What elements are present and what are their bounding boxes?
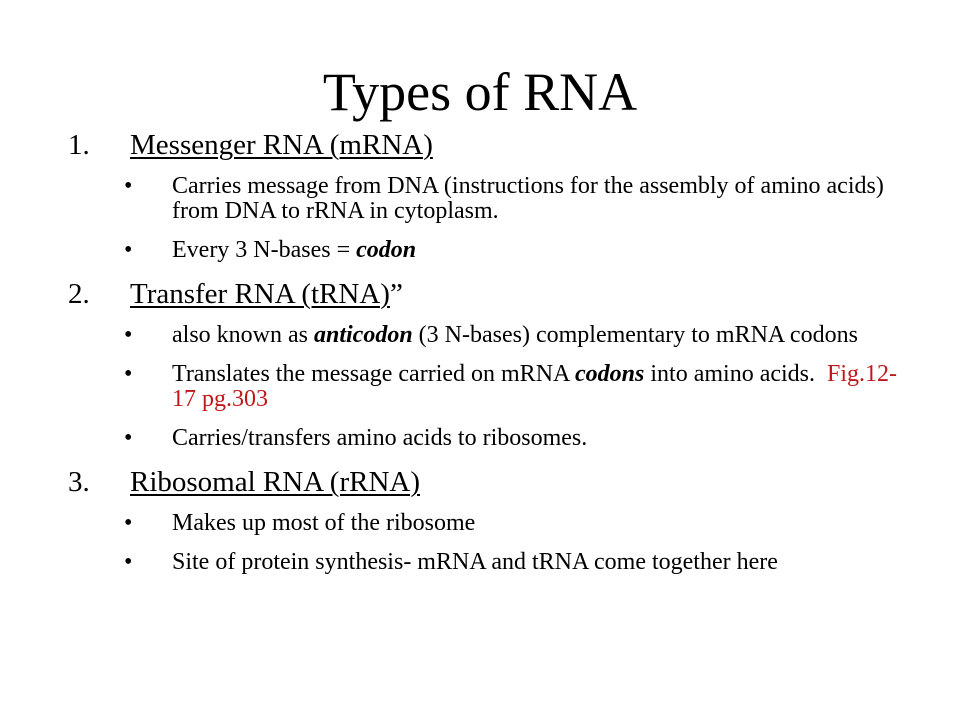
bullet-item — [68, 550, 898, 575]
bullet-text: into amino acids. — [644, 361, 828, 387]
bullet-text: Site of protein synthesis- mRNA and tRNA come together here — [172, 549, 778, 575]
bullet-text: Makes up most of the ribosome — [172, 510, 476, 536]
bullet-item — [68, 511, 898, 536]
emphasis-term: codons — [575, 361, 645, 387]
section-title: Messenger RNA (mRNA) — [130, 129, 433, 161]
bullet-text: (3 N-bases) complementary to mRNA codons — [412, 322, 858, 348]
bullet-text: also known as — [172, 322, 314, 348]
bullet-icon: • — [124, 237, 133, 263]
emphasis-term: anticodon — [313, 322, 413, 348]
section-title: Ribosomal RNA (rRNA) — [130, 466, 420, 498]
bullet-item — [68, 174, 898, 224]
bullet-icon: • — [124, 425, 133, 451]
section-number: 3. — [68, 466, 90, 498]
bullet-item — [68, 362, 898, 412]
section-heading-rrna — [68, 465, 898, 499]
bullet-item — [68, 323, 898, 348]
section-heading-mrna — [68, 128, 898, 162]
emphasis-term: codon — [356, 237, 417, 263]
slide-content — [68, 128, 898, 589]
bullet-icon: • — [124, 322, 133, 348]
bullet-icon: • — [124, 361, 133, 387]
bullet-icon: • — [124, 510, 133, 536]
section-heading-trna — [68, 277, 898, 311]
section-title: Transfer RNA (tRNA) — [130, 278, 390, 310]
slide-title: Types of RNA — [322, 62, 638, 122]
figure-reference: Fig.12-17 pg.303 — [172, 361, 898, 412]
bullet-item — [68, 426, 898, 451]
section-number: 2. — [68, 278, 90, 310]
bullet-text: Every 3 N-bases = — [172, 237, 357, 263]
section-number: 1. — [68, 129, 90, 161]
section-title-suffix: ” — [389, 278, 403, 310]
bullet-text: Translates the message carried on mRNA — [172, 361, 576, 387]
bullet-text: Carries/transfers amino acids to ribosomes. — [172, 425, 588, 451]
bullet-item — [68, 238, 898, 263]
bullet-icon: • — [124, 173, 133, 199]
bullet-icon: • — [124, 549, 133, 575]
bullet-text: Carries message from DNA (instructions for the assembly of amino acids) from DNA to rRNA in cytoplasm. — [172, 173, 884, 224]
